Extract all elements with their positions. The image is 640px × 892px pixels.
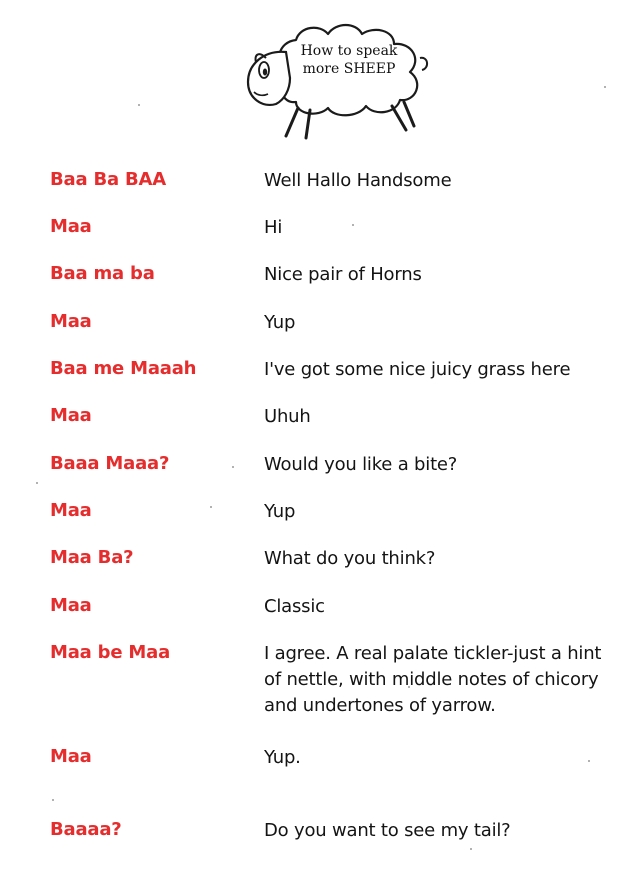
english-translation: I agree. A real palate tickler-just a hint of nettle, with middle notes of chicory and undertones of yarrow. (264, 643, 602, 716)
sheep-phrase: Maa (50, 405, 92, 426)
logo-title-line-1: How to speak (300, 43, 398, 59)
speck (604, 86, 606, 88)
speck (36, 482, 38, 484)
sheep-phrase: Maa be Maa (50, 642, 171, 663)
logo-title-line-2: more SHEEP (302, 61, 396, 77)
sheep-logo (234, 12, 444, 142)
english-translation: Nice pair of Horns (264, 264, 422, 285)
sheep-phrase: Maa (50, 216, 92, 237)
logo-title (294, 42, 404, 78)
sheep-phrase: Baa ma ba (50, 263, 155, 284)
english-translation: I've got some nice juicy grass here (264, 359, 571, 380)
sheep-phrase: Maa Ba? (50, 547, 134, 568)
sheep-phrase: Maa (50, 311, 92, 332)
english-translation: Hi (264, 217, 283, 238)
sheep-phrase: Baaaa? (50, 819, 122, 840)
english-translation: Uhuh (264, 406, 311, 427)
sheep-phrase: Baaa Maaa? (50, 453, 170, 474)
english-translation: Do you want to see my tail? (264, 820, 511, 841)
sheep-phrase: Maa (50, 595, 92, 616)
sheep-phrase: Maa (50, 500, 92, 521)
english-translation: Yup (264, 501, 296, 522)
speck (470, 848, 472, 850)
english-translation: Yup. (264, 747, 301, 768)
speck (52, 799, 54, 801)
english-translation: Would you like a bite? (264, 454, 458, 475)
sheep-phrase: Baa Ba BAA (50, 169, 166, 190)
speck (138, 104, 140, 106)
english-translation: Classic (264, 596, 325, 617)
english-translation: Yup (264, 312, 296, 333)
sheep-phrase: Baa me Maaah (50, 358, 197, 379)
english-translation: What do you think? (264, 548, 436, 569)
sheep-phrase: Maa (50, 746, 92, 767)
english-translation: Well Hallo Handsome (264, 170, 452, 191)
